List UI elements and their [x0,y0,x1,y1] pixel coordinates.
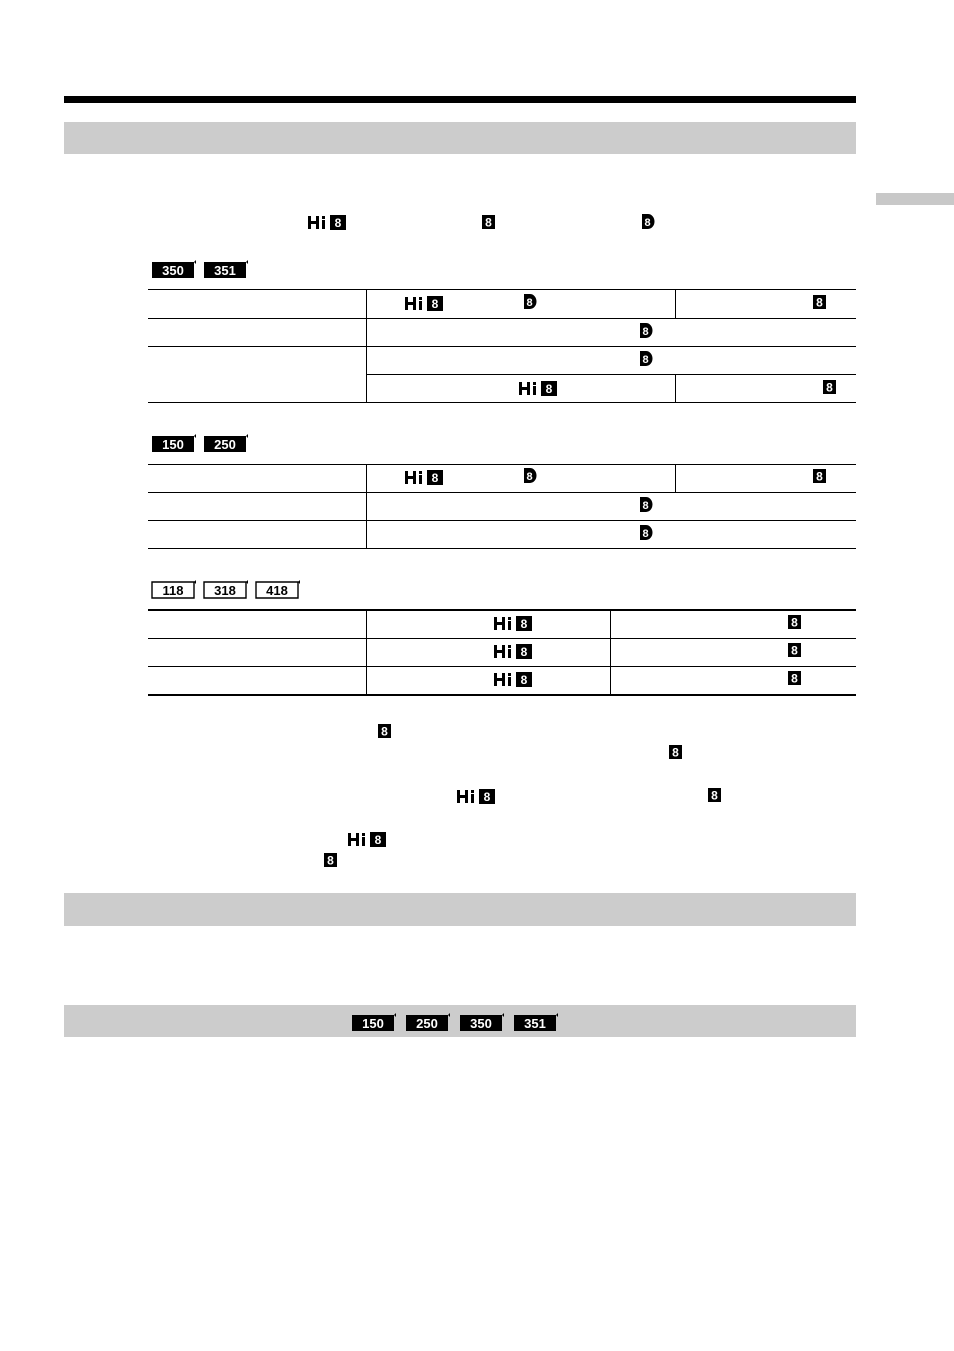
model-badge-250 [404,1013,450,1033]
digital8-logo-icon [638,497,653,512]
hi8-logo-icon [405,470,443,485]
video8-logo-icon [324,853,337,867]
video8-logo-icon [823,380,836,394]
model-badge-351 [512,1013,558,1033]
badge-label: 350 [470,1016,492,1031]
table-divider [366,464,367,548]
badge-label: 350 [162,263,184,278]
video8-logo-icon [708,788,721,802]
table-rule [148,694,856,696]
badge-label: 118 [162,583,184,598]
hi8-logo-icon [348,832,386,847]
badge-label: 418 [266,583,288,598]
video8-logo-icon [813,295,826,309]
model-badge-150 [350,1013,396,1033]
video8-logo-icon [813,469,826,483]
hi8-logo-icon [494,672,532,687]
table-rule [148,402,856,403]
model-badge-351 [202,260,248,280]
model-badge-418 [254,580,300,600]
badge-label: 318 [214,583,236,598]
table-rule [148,638,856,639]
table-divider [675,464,676,492]
table-rule [366,374,856,375]
digital8-logo-icon [640,214,655,229]
table-rule [148,464,856,465]
section-header-bar-1 [64,122,856,154]
table-rule [148,289,856,290]
video8-logo-icon [482,215,495,229]
badge-label: 250 [214,437,236,452]
table-rule [148,548,856,549]
model-badge-350 [150,260,196,280]
model-badge-250 [202,434,248,454]
badge-label: 351 [524,1016,546,1031]
hi8-logo-icon [308,215,346,230]
table-rule [148,666,856,667]
digital8-logo-icon [638,351,653,366]
table-rule [148,346,856,347]
hi8-logo-icon [494,644,532,659]
hi8-logo-icon [405,296,443,311]
table-rule [148,609,856,611]
badge-label: 150 [362,1016,384,1031]
model-badge-350 [458,1013,504,1033]
digital8-logo-icon [638,323,653,338]
section-header-bar-2 [64,893,856,926]
video8-logo-icon [788,643,801,657]
hi8-logo-icon [457,789,495,804]
table-divider [610,609,611,695]
video8-logo-icon [669,745,682,759]
model-badge-318 [202,580,248,600]
badge-label: 150 [162,437,184,452]
video8-logo-icon [788,671,801,685]
digital8-logo-icon [522,294,537,309]
hi8-logo-icon [519,381,557,396]
side-index-tab [876,193,954,205]
hi8-logo-icon [494,616,532,631]
video8-logo-icon [788,615,801,629]
badge-label: 250 [416,1016,438,1031]
table-rule [148,318,856,319]
table-divider [366,609,367,695]
table-rule [148,492,856,493]
table-divider [675,374,676,402]
digital8-logo-icon [522,468,537,483]
top-rule [64,96,856,103]
video8-logo-icon [378,724,391,738]
table-rule [148,520,856,521]
model-badge-150 [150,434,196,454]
badge-label: 351 [214,263,236,278]
table-divider [366,289,367,402]
digital8-logo-icon [638,525,653,540]
model-badge-118 [150,580,196,600]
table-divider [675,289,676,318]
